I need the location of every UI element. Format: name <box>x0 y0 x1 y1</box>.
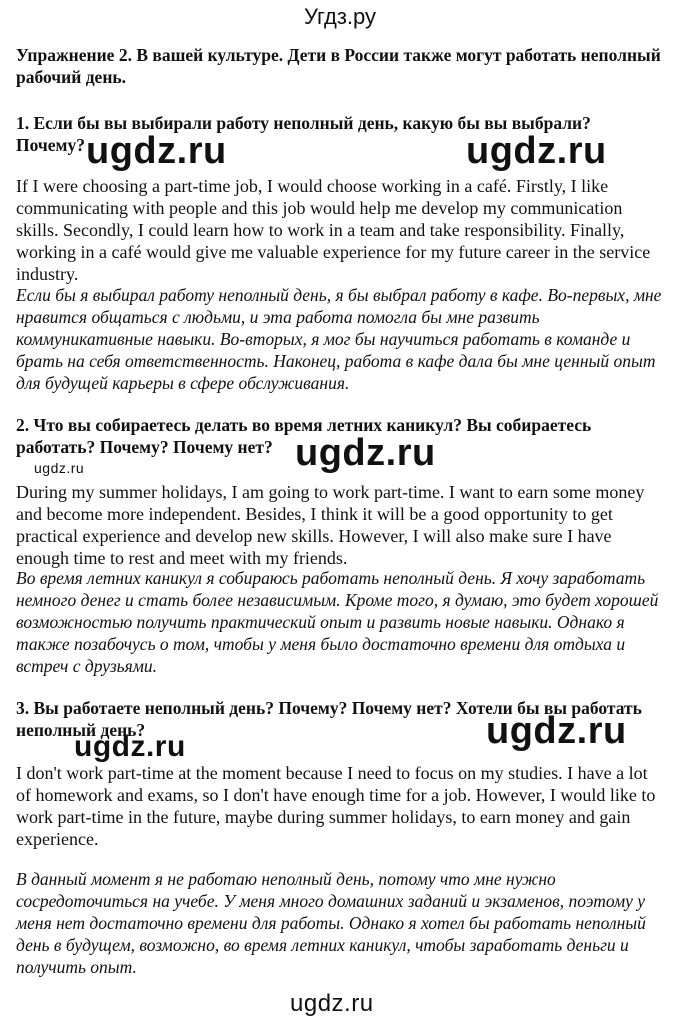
answer-3-en: I don't work part-time at the moment because I need to focus on my studies. I have a lot of homework and exams, so I don't have enough time for a job. However, I would like to work part-time in the future, maybe during summer holidays, to earn money and gain experience. <box>16 763 656 849</box>
answer-1-ru: Если бы я выбирал работу неполный день, я бы выбрал работу в кафе. Во-первых, мне нравится общаться с людьми, и эта работа помогла бы мне развить коммуникативные навыки. Во-вторых, я мог бы научиться работать в команде и брать на себя ответственность. Наконец, работа в кафе дала бы мне ценный опыт для будущей карьеры в сфере обслуживания. <box>16 285 662 393</box>
answer-2-ru: Во время летних каникул я собираюсь работать неполный день. Я хочу заработать немного денег и стать более независимым. Кроме того, я думаю, это будет хорошей возможностью получить практический опыт и развить новые навыки. Однако я также позабочусь о том, чтобы у меня было достаточно времени для отдыха и встреч с друзьями. <box>16 568 659 676</box>
watermark-footer: ugdz.ru <box>290 990 374 1017</box>
answer-2-en: During my summer holidays, I am going to work part-time. I want to earn some money and become more independent. Besides, I think it will be a good opportunity to get practical experience and develop new skills. However, I will also make sure I have enough time to rest and meet with my friends. <box>16 482 645 568</box>
answer-1-en: If I were choosing a part-time job, I would choose working in a café. Firstly, I like communicating with people and this job would help me develop my communication skills. Secondly, I could learn how to work in a team and take responsibility. Finally, working in a café would give me valuable experience for my future career in the service industry. <box>16 176 651 284</box>
watermark-q3-right: ugdz.ru <box>486 710 627 752</box>
watermark-q1-left: ugdz.ru <box>86 130 227 172</box>
watermark-q2-center: ugdz.ru <box>295 432 436 474</box>
watermark-q2-small: ugdz.ru <box>34 460 85 476</box>
answer-3-ru: В данный момент я не работаю неполный день, потому что мне нужно сосредоточиться на учебе. У меня много домашних заданий и экзаменов, поэтому у меня нет достаточно времени для работы. Однако я хотел бы работать неполный день в будущем, возможно, во время летних каникул, чтобы заработать деньги и получить опыт. <box>16 869 646 977</box>
question-3: 3. Вы работаете неполный день? Почему? Почему нет? Хотели бы вы работать неполный день? <box>16 698 642 740</box>
question-1: 1. Если бы вы выбирали работу неполный день, какую бы вы выбрали? Почему? <box>16 113 591 155</box>
watermark-q3-left: ugdz.ru <box>74 730 186 763</box>
exercise-title: Упражнение 2. В вашей культуре. Дети в России также могут работать неполный рабочий день. <box>16 45 661 87</box>
site-header: Угдз.ру <box>303 4 377 29</box>
watermark-q1-right: ugdz.ru <box>466 130 607 172</box>
question-2: 2. Что вы собираетесь делать во время летних каникул? Вы собираетесь работать? Почему? Почему нет? <box>16 415 592 457</box>
